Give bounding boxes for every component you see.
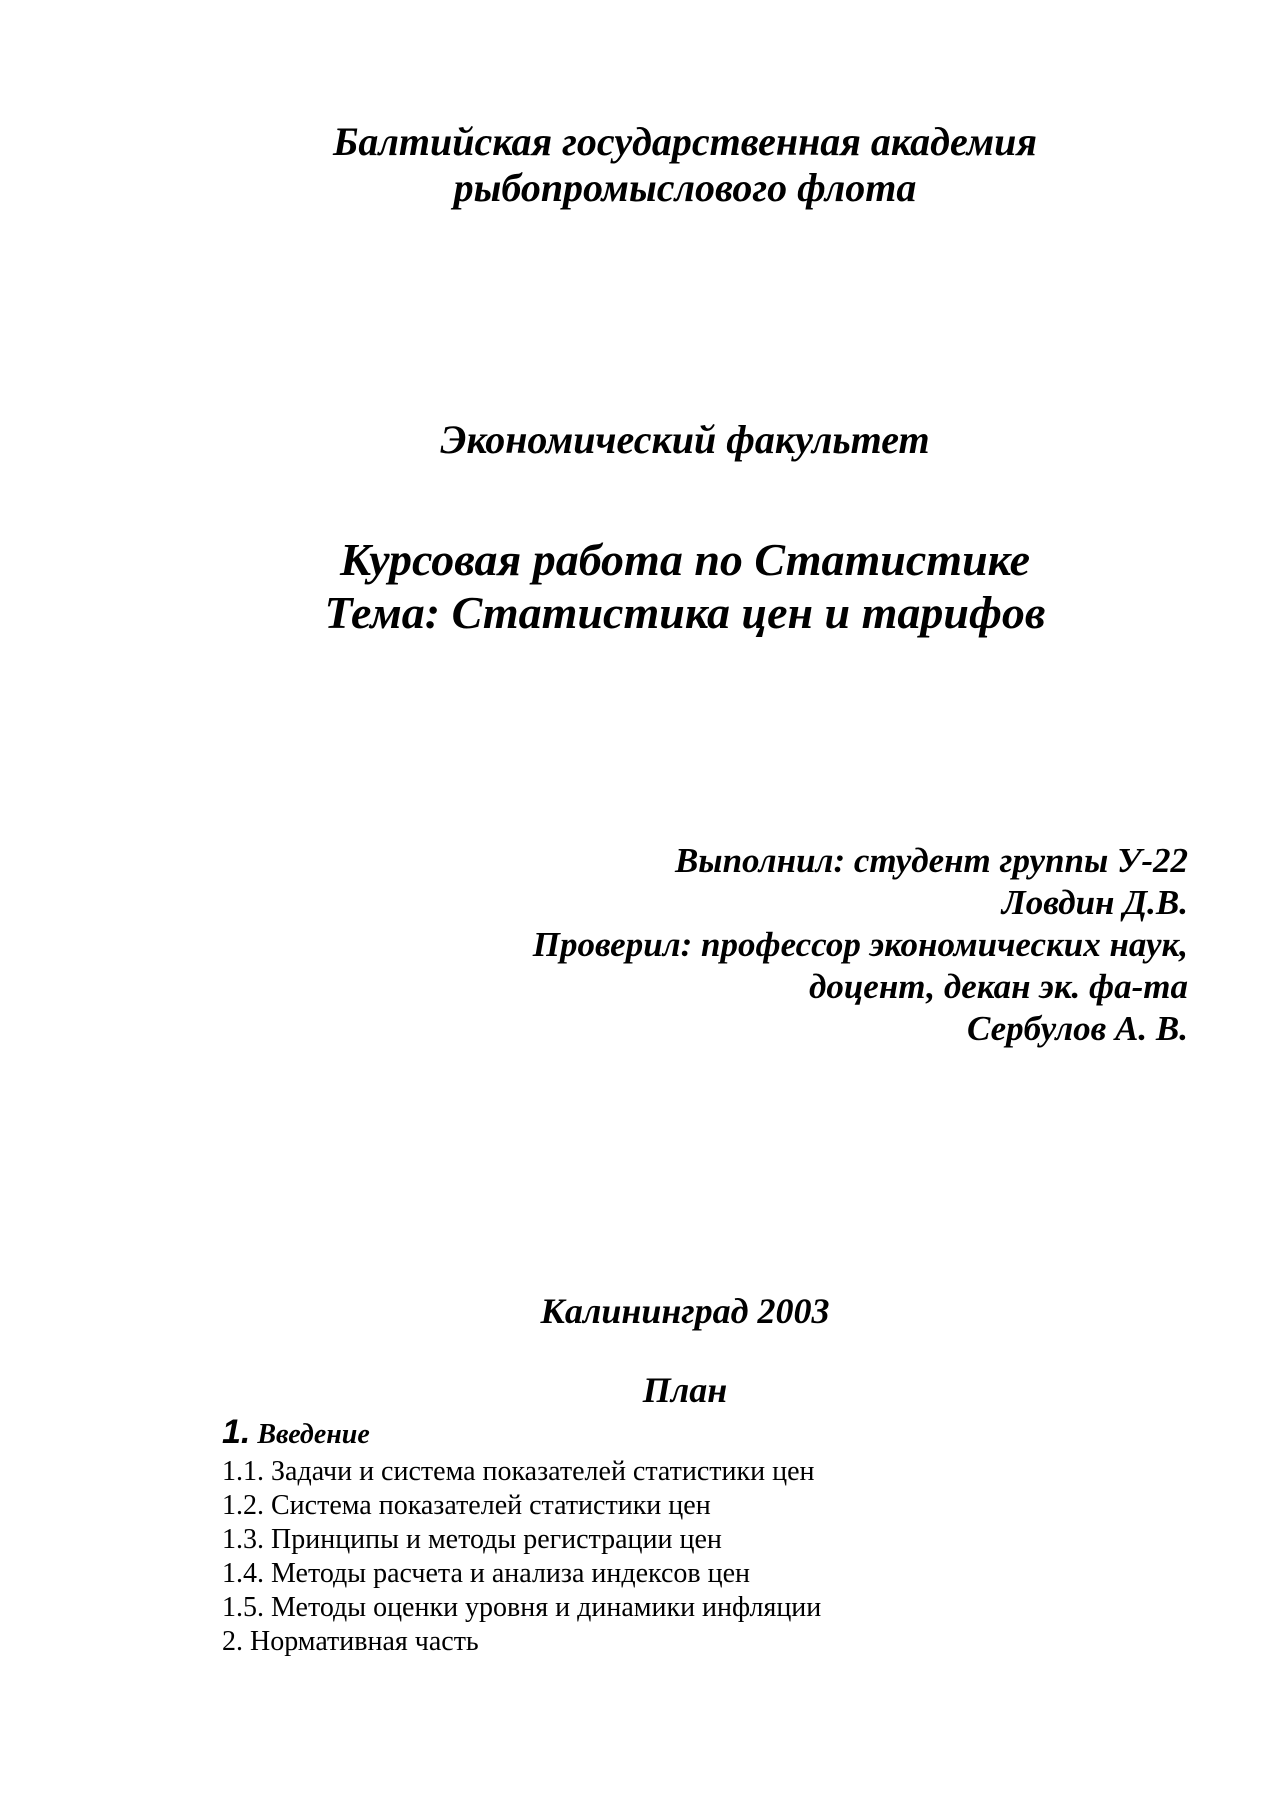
institution-line-1: Балтийская государственная академия <box>332 119 1038 164</box>
plan-heading-number: 1. <box>222 1413 251 1451</box>
plan-list <box>222 1412 821 1659</box>
plan-heading-label: Введение <box>257 1419 370 1450</box>
plan-item: 1.2. Система показателей статистики цен <box>222 1490 711 1521</box>
institution-name <box>0 119 1280 211</box>
author-line: доцент, декан эк. фа-та <box>808 967 1188 1006</box>
faculty-name: Экономический факультет <box>440 417 930 462</box>
institution-line-2: рыбопромыслового флота <box>453 165 917 210</box>
plan-title: План <box>642 1370 728 1410</box>
plan-item: 1.5. Методы оценки уровня и динамики инфляции <box>222 1592 822 1623</box>
coursework-heading <box>0 533 1280 639</box>
plan-item: 1.4. Методы расчета и анализа индексов цен <box>222 1558 750 1589</box>
plan-item: 1.1. Задачи и система показателей статистики цен <box>222 1456 815 1487</box>
author-line: Ловдин Д.В. <box>1001 883 1188 922</box>
authors-block <box>288 840 1188 1050</box>
author-line: Проверил: профессор экономических наук, <box>532 925 1188 964</box>
coursework-topic: Тема: Статистика цен и тарифов <box>324 587 1046 638</box>
author-line: Сербулов А. В. <box>966 1009 1188 1048</box>
author-line: Выполнил: студент группы У-22 <box>674 841 1188 880</box>
plan-item: 1.3. Принципы и методы регистрации цен <box>222 1524 722 1555</box>
plan-item: 2. Нормативная часть <box>222 1626 479 1657</box>
plan-heading <box>222 1412 821 1455</box>
city-year: Калининград 2003 <box>540 1291 830 1331</box>
coursework-title: Курсовая работа по Статистике <box>339 534 1031 585</box>
